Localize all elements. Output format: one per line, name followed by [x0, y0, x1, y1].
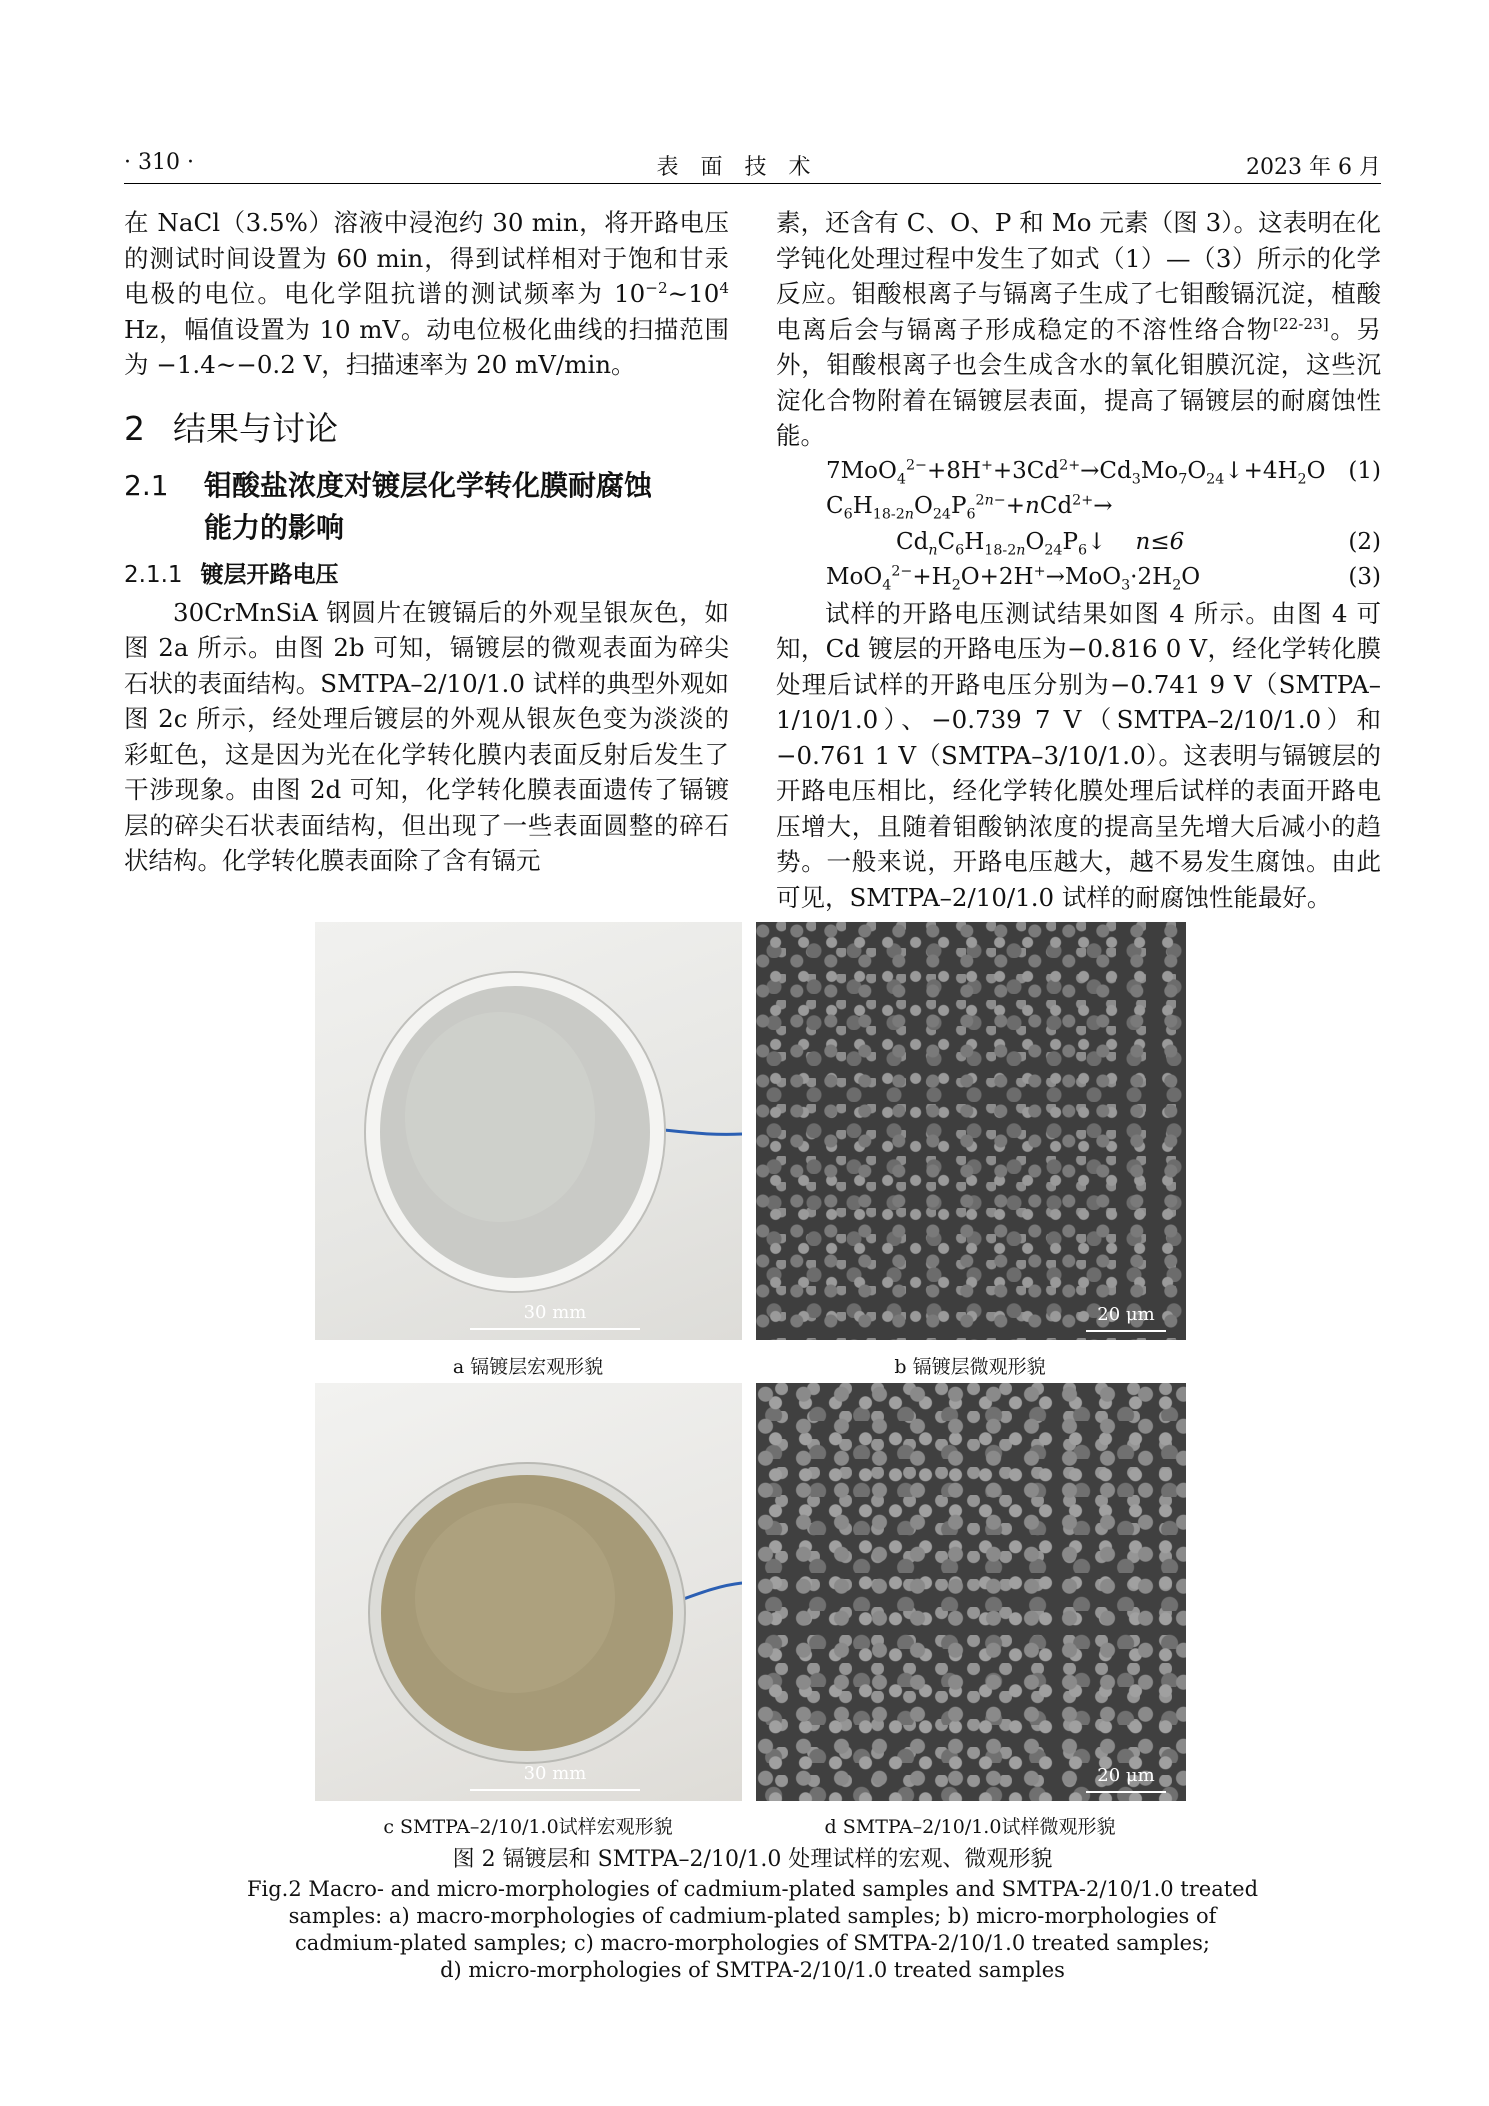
- figure-panel-d: [756, 1383, 1186, 1801]
- left-paragraph-1: 在 NaCl（3.5%）溶液中浸泡约 30 min，将开路电压的测试时间设置为 60 min，得到试样相对于饱和甘汞电极的电位。电化学阻抗谱的测试频率为 $10^{-2}\sim 10^4$ Hz，幅值设置为 10 mV。动电位极化曲线的扫描范围为 −1.4~−0.2 V，扫描速率为 20 mV/min。: [124, 208, 729, 379]
- subsubsection-heading: 2.1.1 镀层开路电压: [124, 561, 339, 588]
- left-paragraph-2: 30CrMnSiA 钢圆片在镀镉后的外观呈银灰色，如图 2a 所示。由图 2b 可知，镉镀层的微观表面为碎尖石状的表面结构。SMTPA–2/10/1.0 试样的典型外观如图 2c 所示，经处理后镀层的外观从银灰色变为淡淡的彩虹色，这是因为光在化学转化膜内表面反射后发生了干涉现象。由图 2d 可知，化学转化膜表面遗传了镉镀层的碎尖石状表面结构，但出现了一些表面圆整的碎石状结构。化学转化膜表面除了含有镉元: [124, 597, 729, 875]
- silver-disc-photo: [315, 922, 742, 1340]
- scale-bar-b: 20 μm: [1086, 1304, 1166, 1325]
- figure-panel-c: [315, 1383, 742, 1801]
- caption-a: a 镉镀层宏观形貌: [452, 1356, 604, 1378]
- header-rule: [124, 183, 1381, 184]
- figure-panel-a: [315, 922, 742, 1340]
- equation-1: $7MoO_4^{2-}+8H^++3Cd^{2+}\to Cd_3Mo_7O_{24}↓+4H_2O$ (1): [826, 456, 1381, 488]
- left-column: [124, 205, 729, 879]
- figure-title-cn: 图 2 镉镀层和 SMTPA–2/10/1.0 处理试样的宏观、微观形貌: [452, 1847, 1053, 1872]
- page-number: · 310 ·: [124, 150, 194, 175]
- right-paragraph-2: 试样的开路电压测试结果如图 4 所示。由图 4 可知，Cd 镀层的开路电压为−0.816 0 V，经化学转化膜处理后试样的开路电压分别为−0.741 9 V（SMTPA–1/10/1.0）、−0.739 7 V（SMTPA–2/10/1.0）和−0.761 1 V（SMTPA–3/10/1.0）。这表明与镉镀层的开路电压相比，经化学转化膜处理后试样的表面开路电压增大，且随着钼酸钠浓度的提高呈先增大后减小的趋势。一般来说，开路电压越大，越不易发生腐蚀。由此可见，SMTPA–2/10/1.0 试样的耐腐蚀性能最好。: [776, 598, 1381, 912]
- right-paragraph-1: 素，还含有 C、O、P 和 Mo 元素（图 3）。这表明在化学钝化处理过程中发生了如式（1）—（3）所示的化学反应。钼酸根离子与镉离子生成了七钼酸镉沉淀，植酸电离后会与镉离子形成稳定的不溶性络合物[22-23]。另外，钼酸根离子也会生成含水的氧化钼膜沉淀，这些沉淀化合物附着在镉镀层表面，提高了镉镀层的耐腐蚀性能。: [776, 208, 1382, 450]
- issue-date: 2023 年 6 月: [1246, 155, 1381, 180]
- equation-3: $MoO_4^{2-}+H_2O+2H^+\to MoO_3\cdot 2H_2O$ (3): [826, 563, 1381, 594]
- section-heading: 2 结果与讨论: [124, 408, 338, 448]
- figure-panel-b: [756, 922, 1186, 1340]
- scale-bar-d: 20 μm: [1086, 1765, 1166, 1786]
- scale-bar-c: 30 mm: [505, 1763, 605, 1784]
- equation-2-line-1: $C_6H_{18-2n}O_{24}P_6^{2n-}+nCd^{2+}\to$: [826, 492, 1113, 523]
- figure-title-en: Fig.2 Macro- and micro-morphologies of cadmium-plated samples and SMTPA-2/10/1.0 treated samples: a) macro-morphologies of cadmium-plated samples; b) micro-morphologies of cadmium-plated samples; c) macro-morphologies of SMTPA-2/10/1.0 treated samples; d) micro-morphologies of SMTPA-2/10/1.0 treated samples: [246, 1877, 1259, 1982]
- journal-name: 表面技术: [656, 155, 833, 180]
- gold-disc-photo: [315, 1383, 742, 1801]
- right-column: [776, 205, 1381, 915]
- caption-d: d SMTPA–2/10/1.0试样微观形貌: [824, 1816, 1116, 1838]
- caption-b: b 镉镀层微观形貌: [894, 1356, 1046, 1378]
- scale-bar-a: 30 mm: [505, 1302, 605, 1323]
- subsection-heading: 2.1 钼酸盐浓度对镀层化学转化膜耐腐蚀 能力的影响: [124, 468, 653, 544]
- equation-2-line-2: $Cd_nC_6H_{18-2n}O_{24}P_6↓$ n≤6 (2): [896, 528, 1381, 559]
- caption-c: c SMTPA–2/10/1.0试样宏观形貌: [383, 1816, 673, 1838]
